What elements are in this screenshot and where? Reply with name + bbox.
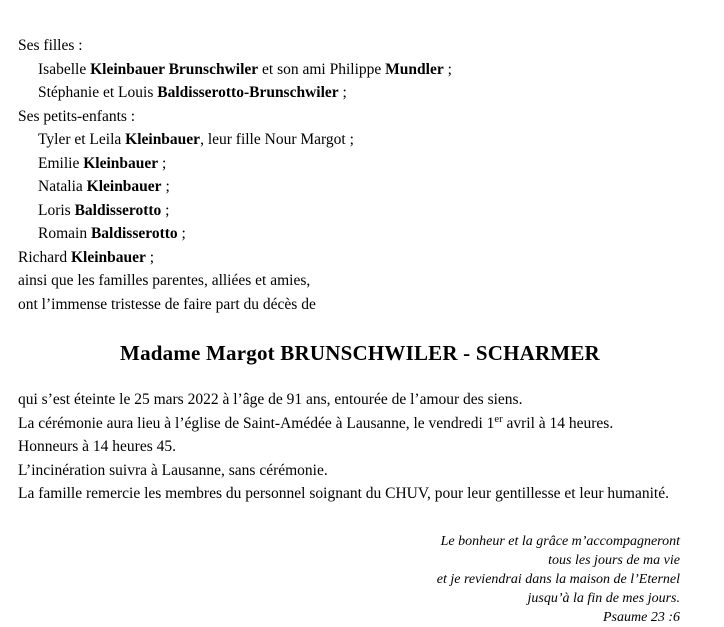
ordinal-suffix: er (494, 413, 503, 425)
deceased-name: Madame Margot BRUNSCHWILER - SCHARMER (120, 341, 600, 365)
list-item (18, 128, 702, 152)
grandchild-4-surname: Baldisserotto (74, 201, 162, 219)
other-relative-prefix: Richard (18, 248, 71, 266)
list-item (18, 152, 702, 176)
grandchildren-heading: Ses petits-enfants : (18, 107, 136, 125)
grandchild-2-prefix: Emilie (38, 154, 84, 172)
daughter-1-partner-surname: Mundler (385, 60, 444, 78)
verse-block (18, 532, 702, 627)
grandchild-2-suffix: ; (158, 154, 167, 172)
grandchild-3-prefix: Natalia (38, 178, 87, 195)
daughter-1-surname: Kleinbauer Brunschwiler (90, 60, 259, 78)
verse-line-3: et je reviendrai dans la maison de l’Eternel (436, 571, 680, 587)
grandchild-5-prefix: Romain (38, 225, 91, 242)
detail-line-3: Honneurs à 14 heures 45. (18, 438, 176, 455)
grandchild-4-suffix: ; (161, 201, 170, 219)
list-item (18, 58, 702, 82)
daughters-heading: Ses filles : (18, 37, 83, 54)
verse-line-4: jusqu’à la fin de mes jours. (527, 590, 680, 606)
list-item (18, 222, 702, 246)
daughter-2-surname: Baldisserotto-Brunschwiler (157, 84, 339, 101)
grandchild-1-suffix: , leur fille Nour Margot ; (200, 131, 354, 148)
grandchild-3-surname: Kleinbauer (86, 178, 162, 195)
daughter-1-middle: et son ami Philippe (258, 60, 386, 78)
grandchild-5-suffix: ; (177, 225, 186, 242)
verse-line-1: Le bonheur et la grâce m’accompagneront (440, 533, 680, 549)
detail-line-2 (18, 412, 702, 436)
daughter-2-suffix: ; (338, 84, 347, 101)
grandchild-5-surname: Baldisserotto (90, 225, 178, 242)
other-relative (18, 246, 702, 270)
detail-line-1: qui s’est éteinte le 25 mars 2022 à l’âge de 91 ans, entourée de l’amour des siens. (18, 391, 523, 408)
grandchild-2-surname: Kleinbauer (83, 154, 159, 172)
detail-line-2-part-b: avril à 14 heures. (502, 414, 614, 432)
detail-line-4: L’incinération suivra à Lausanne, sans cérémonie. (18, 461, 328, 479)
verse-reference: Psaume 23 :6 (603, 609, 680, 625)
daughter-1-prefix: Isabelle (38, 60, 91, 78)
ceremony-details (18, 388, 702, 506)
list-item (18, 175, 702, 199)
other-relative-suffix: ; (145, 248, 155, 266)
list-item (18, 199, 702, 223)
daughter-2-prefix: Stéphanie et Louis (38, 84, 158, 101)
grandchild-4-prefix: Loris (38, 201, 75, 219)
daughter-1-suffix: ; (443, 60, 452, 78)
other-relative-surname: Kleinbauer (70, 248, 146, 266)
grandchild-1-surname: Kleinbauer (125, 131, 201, 148)
verse-line-2: tous les jours de ma vie (548, 552, 680, 568)
detail-line-2-part-a: La cérémonie aura lieu à l’église de Saint-Amédée à Lausanne, le vendredi 1 (18, 414, 495, 432)
detail-line-5: La famille remercie les membres du personnel soignant du CHUV, pour leur gentillesse et leur humanité. (18, 485, 669, 502)
closing-line-1: ainsi que les familles parentes, alliées et amies, (18, 272, 311, 289)
closing-line-2: ont l’immense tristesse de faire part du décès de (18, 295, 316, 313)
family-section (18, 34, 702, 316)
list-item (18, 81, 702, 105)
grandchild-3-suffix: ; (161, 178, 170, 195)
grandchild-1-prefix: Tyler et Leila (38, 131, 126, 148)
